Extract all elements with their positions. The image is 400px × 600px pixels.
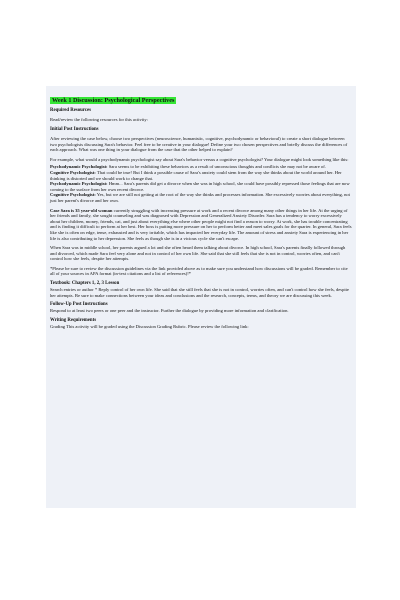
case-text: currently struggling with increasing pressure at work and a recent divorce among many other things in her life. At the urging of her friends and family, she sought counseling and was diagnosed with Depression and Generalized Anxiety Disorder. Sara has a tendency to worry excessively about her children, money, friends, cat, and just about everything else where other people might not find a reason to worry. At work, she has trouble concentrating and is finding it difficult to perform at her best. Her boss is putting more pressure on her to perform better and meet sales goals for the quarter. In general, Sara feels like she is often on edge, tense, exhausted and is very irritable, which has impacted her everyday life. The amount of stress and anxiety Sara is experiencing in her life is also contributing to her depression. She feels as though she is in a vicious cycle she can't escape. [50,207,352,241]
dialogue-speaker: Cognitive Psychologist: [50,192,96,198]
required-resources-heading: Required Resources [50,108,91,114]
dialogue-text: Sara seems to be exhibiting these behaviors as a result of unconscious thoughts and conflicts she may not be aware of. [107,164,326,170]
dialogue-text: That could be true! But I think a possible cause of Sara's anxiety could stem from the way she thinks about the world around her. Her thinking is distorted and we should work to change that. [50,169,342,181]
followup-heading: Follow-Up Post Instructions [50,302,108,308]
reminder-paragraph: *Please be sure to review the discussion guidelines via the link provided above as to make sure you understand how discussions will be graded. Remember to cite all of your sources in APA format (in-text citations and a list of references)!* [50,265,348,277]
page-title: Week 1 Discussion: Psychological Perspectives [52,97,175,104]
textbook-heading: Textbook: Chapters 1, 2, 3 Lesson [50,281,120,287]
dialogue-text: Yes, but we are still not getting at the root of the way she thinks and processes information. She excessively worries about everything, not just her parent's divorce and her own. [50,192,350,203]
dialogue-line [50,181,352,192]
writing-heading: Writing Requirements [50,317,97,323]
history-paragraph: When Sara was in middle school, her parents argued a lot and she often heard them talking about divorce. In high school, Sara's parents finally followed through and divorced, which made Sara feel very alone and not in control of her own life. She said that she still feels that she is not in control, worries often, and can't control how she feels, despite her attempts. [50,245,346,262]
dialogue-line [50,192,352,203]
case-paragraph [50,208,352,242]
textbook-text: Search entries or author * Reply control of her own life. She said that she still feels that she is not in control, worries often, and can't control how she feels, despite her attempts. Be sure to make connections between your ideas and conclusions and the research, concepts, terms, and theory we are discussing this week. [50,287,349,298]
dialogue-speaker: Psychodynamic Psychologist: [50,181,108,187]
dialogue-speaker: Psychodynamic Psychologist: [50,164,108,170]
dialogue-text: Hmm... Sara's parents did get a divorce when she was in high school, she could have possibly repressed those feelings that are now coming to the surface from her own recent divorce. [50,181,350,192]
example-text: For example, what would a psychodynamic psychologist say about Sara's behavior versus a cognitive psychologist? Your dialogue might look something like this: [50,156,349,162]
followup-text: Respond to at least two peers or one peer and the instructor. Further the dialogue by providing more information and clarification. [50,308,289,314]
dialogue-speaker: Cognitive Psychologist: [50,169,96,175]
dialogue-line [50,170,352,181]
document-page [46,86,356,508]
dialogue [50,164,352,203]
required-resources-text: Read/review the following resources for this activity: [50,117,148,123]
writing-text: Grading This activity will be graded using the Discussion Grading Rubric. Please review the following link: [50,323,249,329]
initial-post-text: After reviewing the case below, choose two perspectives (neuroscience, humanistic, cognitive, psychodynamic or behavioral) to create a short dialogue between two psychologists discussing Sara's behavior. Feel free to be creative in your dialogue! Define your two chosen perspectives and briefly discuss the differences of each approach. What was one thing in your dialogue from the case that the other helped to explain? [50,136,348,153]
case-lead: Case Sara is 35 year-old woman [50,207,113,213]
initial-post-heading: Initial Post Instructions [50,127,99,132]
